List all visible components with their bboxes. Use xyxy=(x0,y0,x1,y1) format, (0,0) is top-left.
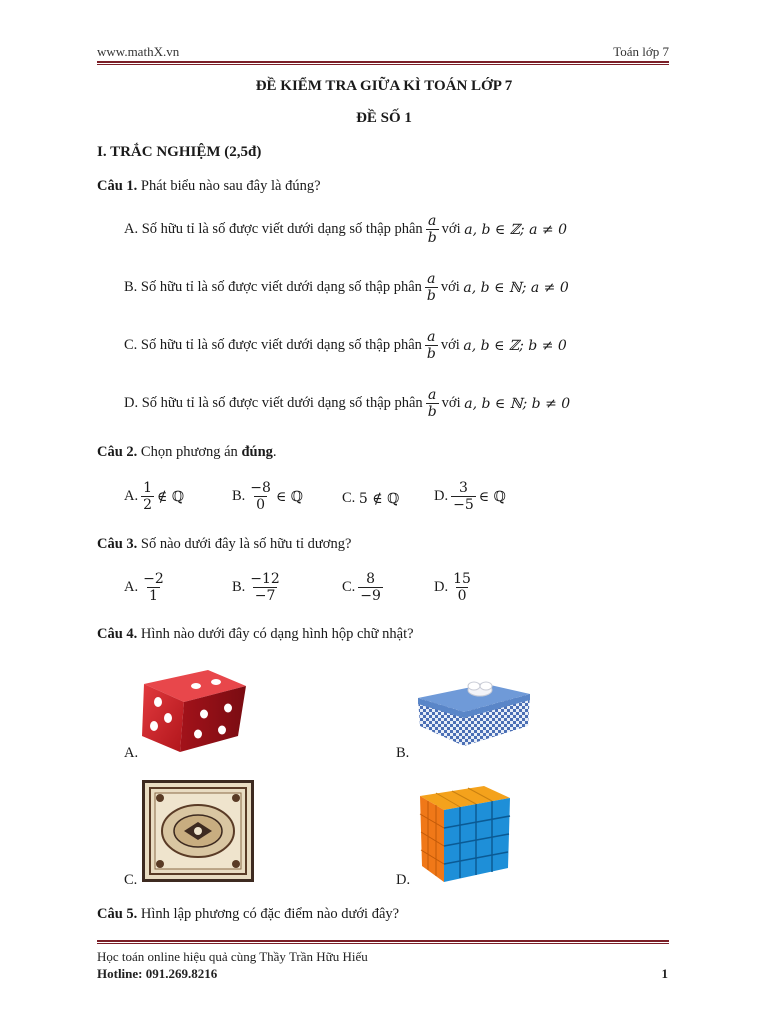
q3-prompt xyxy=(97,536,351,553)
option-letter: A. xyxy=(124,221,139,237)
option-letter: C. xyxy=(342,490,356,506)
option-fraction xyxy=(451,481,476,512)
numerator: 15 xyxy=(453,571,471,587)
option-letter: D. xyxy=(124,395,139,411)
option-condition: a, b ∈ ℤ; a ≠ 0 xyxy=(464,221,567,238)
denominator: 2 xyxy=(143,497,153,513)
q2-end: . xyxy=(272,444,277,460)
option-value: 5 ∉ ℚ xyxy=(358,490,400,507)
q4-option-a-letter[interactable]: A. xyxy=(124,745,139,761)
header-site: www.mathX.vn xyxy=(97,44,180,59)
q2-emphasis: đúng xyxy=(241,444,273,460)
q3-text: Số nào dưới đây là số hữu tỉ dương? xyxy=(140,536,352,552)
denominator: −9 xyxy=(360,588,381,604)
q2-option-d[interactable] xyxy=(434,481,506,512)
ornamental-tile-image[interactable] xyxy=(142,780,254,882)
option-letter: C. xyxy=(124,337,138,353)
option-letter: A. xyxy=(124,579,139,595)
option-fraction xyxy=(141,481,154,512)
page-number: 1 xyxy=(661,966,668,981)
q3-option-c[interactable] xyxy=(342,572,386,603)
option-letter: D. xyxy=(434,579,449,595)
section-heading: I. TRẮC NGHIỆM (2,5đ) xyxy=(97,144,262,160)
option-letter: A. xyxy=(124,488,139,504)
option-with: với xyxy=(441,221,461,237)
fraction-a-over-b: $\frac{a}{b}$ xyxy=(426,271,436,304)
exam-subtitle: ĐỀ SỐ 1 xyxy=(356,110,412,126)
q4-label: Câu 4. xyxy=(97,626,138,642)
option-fraction xyxy=(358,572,383,603)
option-letter: B. xyxy=(232,488,246,504)
option-stem: Số hữu tỉ là số được viết dưới dạng số thập phân xyxy=(141,395,423,411)
q1-label: Câu 1. xyxy=(97,178,138,194)
q2-option-b[interactable] xyxy=(232,481,303,512)
denominator: 0 xyxy=(256,497,266,513)
q3-label: Câu 3. xyxy=(97,536,138,552)
q5-label: Câu 5. xyxy=(97,906,138,922)
option-letter: B. xyxy=(232,579,246,595)
q2-text: Chọn phương án xyxy=(140,444,238,460)
q4-text: Hình nào dưới đây có dạng hình hộp chữ nhật? xyxy=(140,626,414,642)
option-fraction xyxy=(451,572,473,603)
numerator: 8 xyxy=(366,571,376,587)
option-relation: ∈ ℚ xyxy=(478,488,506,505)
option-condition: a, b ∈ ℕ; b ≠ 0 xyxy=(464,395,571,412)
denominator: −5 xyxy=(453,497,474,513)
q4-prompt xyxy=(97,626,414,643)
q1-option-d[interactable] xyxy=(124,388,570,419)
q2-option-a[interactable] xyxy=(124,481,184,512)
numerator: 1 xyxy=(143,480,153,496)
header-rule xyxy=(97,61,669,63)
option-stem: Số hữu tỉ là số được viết dưới dạng số thập phân xyxy=(141,221,423,237)
fraction-a-over-b: $\frac{a}{b}$ xyxy=(427,387,437,420)
q4-option-d-letter[interactable]: D. xyxy=(396,872,411,888)
q2-option-c[interactable] xyxy=(342,490,399,507)
header-rule-thin xyxy=(97,64,669,65)
q1-option-c[interactable] xyxy=(124,330,567,361)
dice-image[interactable] xyxy=(138,656,250,756)
denominator: 0 xyxy=(457,588,467,604)
option-condition: a, b ∈ ℕ; a ≠ 0 xyxy=(463,279,569,296)
option-with: với xyxy=(440,279,460,295)
option-letter: B. xyxy=(124,279,138,295)
q3-option-b[interactable] xyxy=(232,572,285,603)
option-letter: C. xyxy=(342,579,356,595)
numerator: −12 xyxy=(250,571,280,587)
q1-option-b[interactable] xyxy=(124,272,569,303)
footer-hotline: Hotline: 091.269.8216 xyxy=(97,966,218,981)
option-with: với xyxy=(440,337,460,353)
gift-box-image[interactable] xyxy=(414,670,534,750)
rubiks-cube-image[interactable] xyxy=(414,782,514,886)
q4-option-c-letter[interactable]: C. xyxy=(124,872,138,888)
denominator: 1 xyxy=(148,588,158,604)
footer-rule xyxy=(97,940,669,942)
footer-promo: Học toán online hiệu quả cùng Thầy Trần Hữu Hiếu xyxy=(97,949,368,964)
option-relation: ∉ ℚ xyxy=(157,488,185,505)
exam-title: ĐỀ KIỂM TRA GIỮA KÌ TOÁN LỚP 7 xyxy=(255,78,513,94)
numerator: −8 xyxy=(250,480,271,496)
option-with: với xyxy=(441,395,461,411)
header-subject: Toán lớp 7 xyxy=(613,44,669,59)
option-fraction xyxy=(141,572,166,603)
option-relation: ∈ ℚ xyxy=(275,488,303,505)
option-condition: a, b ∈ ℤ; b ≠ 0 xyxy=(463,337,567,354)
option-stem: Số hữu tỉ là số được viết dưới dạng số thập phân xyxy=(140,337,422,353)
numerator: −2 xyxy=(143,571,164,587)
footer-rule-thin xyxy=(97,943,669,944)
option-letter: D. xyxy=(434,488,449,504)
q1-text: Phát biểu nào sau đây là đúng? xyxy=(140,178,321,194)
denominator: −7 xyxy=(254,588,276,604)
fraction-a-over-b: $\frac{a}{b}$ xyxy=(427,213,437,246)
numerator: 3 xyxy=(458,480,468,496)
q3-option-d[interactable] xyxy=(434,572,476,603)
q1-option-a[interactable] xyxy=(124,214,567,245)
q2-label: Câu 2. xyxy=(97,444,138,460)
q3-option-a[interactable] xyxy=(124,572,169,603)
option-fraction xyxy=(248,572,282,603)
q1-prompt xyxy=(97,178,321,195)
fraction-a-over-b: $\frac{a}{b}$ xyxy=(426,329,436,362)
q5-text: Hình lập phương có đặc điểm nào dưới đây? xyxy=(140,906,400,922)
q5-prompt xyxy=(97,906,399,923)
option-fraction xyxy=(248,481,273,512)
option-stem: Số hữu tỉ là số được viết dưới dạng số thập phân xyxy=(140,279,422,295)
q2-prompt xyxy=(97,444,277,461)
q4-option-b-letter[interactable]: B. xyxy=(396,745,410,761)
